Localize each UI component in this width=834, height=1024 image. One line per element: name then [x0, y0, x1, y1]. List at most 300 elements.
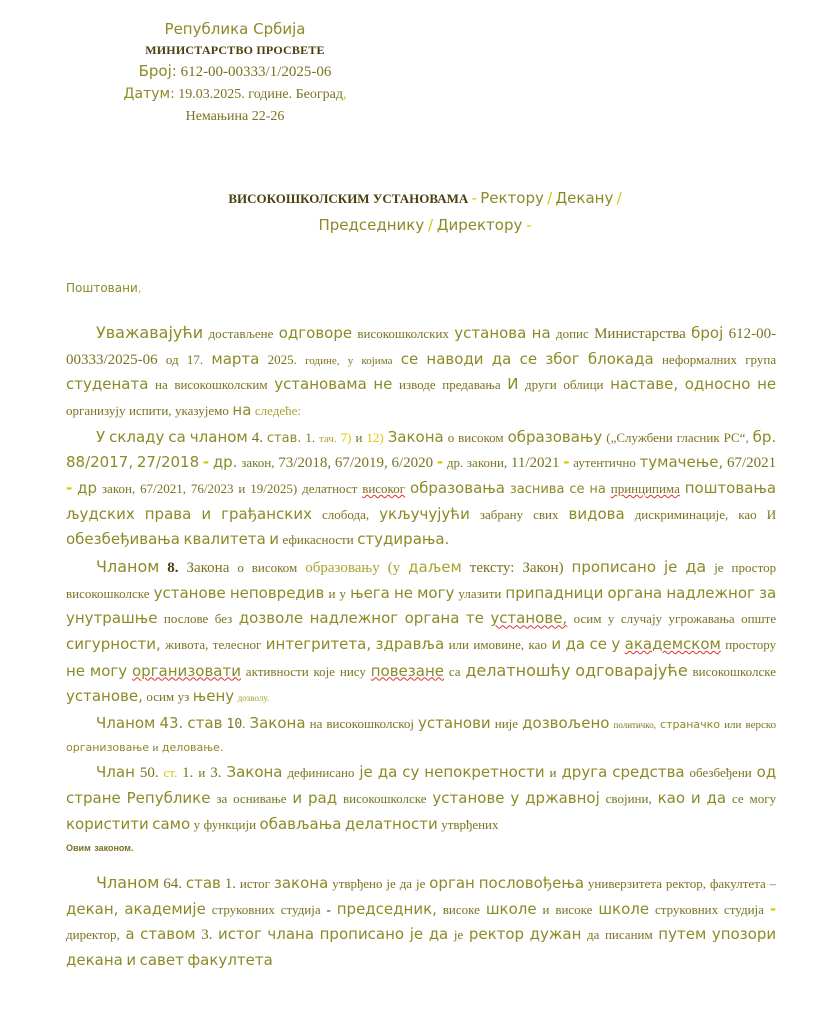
p6-w34: 3.	[201, 927, 213, 944]
p6-w40: је	[453, 927, 464, 943]
letterhead	[20, 0, 450, 127]
salutation	[66, 281, 834, 296]
p2-w10: и	[355, 429, 363, 445]
p6-w29: студија	[724, 901, 764, 917]
p1-w5: установа	[454, 323, 527, 342]
p3-w41: опште	[741, 611, 777, 627]
p3-w28: за	[758, 583, 777, 602]
p5-w17: од	[756, 763, 777, 782]
p1-w43: следеће:	[254, 402, 302, 418]
p1-w15: године,	[305, 354, 340, 367]
p2-w27: 6/2020	[391, 455, 434, 472]
p2-w46: заснива	[509, 482, 565, 497]
p2-w5: 4.	[251, 429, 263, 446]
p4-w3: став	[187, 714, 223, 733]
p5-w13: и	[549, 765, 557, 781]
p3-w48: имовине,	[473, 637, 525, 653]
p6-w4: 1.	[224, 876, 237, 893]
p1-w35: облици	[563, 377, 604, 393]
p2-w22: -	[202, 453, 210, 472]
p6-w7: утврђено	[332, 876, 383, 892]
p6-w36: члана	[267, 925, 315, 944]
p3-w5: високом	[251, 560, 298, 576]
p4-w13: страначко	[660, 718, 721, 732]
p6-w42: дужан	[529, 925, 582, 944]
p1-w8: Министарства	[594, 325, 686, 342]
p2-w11: 12)	[366, 429, 384, 445]
p3-w9: тексту:	[469, 560, 515, 577]
p3-w46: здравља	[375, 635, 445, 654]
p3-w11: прописано	[571, 558, 657, 577]
p1-w23: блокада	[587, 349, 654, 368]
p2-w34: тумачење,	[639, 453, 724, 472]
p3-w52: се	[589, 635, 607, 654]
p3-w19: и	[328, 585, 336, 601]
p3-w10: Закон)	[522, 560, 564, 577]
p6-w43: да	[586, 927, 600, 943]
p2-w28: -	[436, 453, 444, 472]
p2-w51: људских	[66, 504, 135, 523]
p2-w12: Закона	[387, 427, 444, 446]
p2-w53: и	[201, 504, 212, 523]
p3-w36-misspelled: установе,	[490, 609, 568, 628]
p5-w15: средства	[612, 763, 685, 782]
p1-w27: на	[154, 377, 168, 393]
p2-w6: став.	[266, 430, 302, 446]
paragraph-6	[66, 870, 776, 974]
p4-w14: или	[724, 719, 742, 732]
p2-w23: др.	[212, 453, 238, 472]
p3-w62-misspelled: повезане	[370, 661, 444, 680]
p3-w12: је	[664, 558, 678, 577]
p1-w17: којима	[361, 354, 393, 367]
p5-w6: 3.	[210, 765, 222, 782]
p2-w56: укључујући	[379, 504, 470, 523]
p6-w11: орган	[429, 874, 475, 893]
p4-w15: верско	[745, 719, 777, 732]
p3-w59: активности	[245, 663, 309, 679]
p2-w64: квалитета	[183, 530, 266, 549]
p4-w9: установи	[418, 714, 491, 733]
addressee-role-president: Председнику	[318, 215, 425, 234]
p1-w33: И	[507, 375, 519, 394]
p4-w4-paragraph-number: 10	[226, 717, 243, 733]
p2-w36: -	[66, 479, 73, 497]
p3-w1: Чланом	[96, 557, 160, 577]
p2-w26: 67/2019,	[334, 455, 388, 472]
p3-w14: је	[714, 560, 724, 576]
p3-w23: могу	[417, 583, 455, 602]
p1-w40: испити,	[129, 402, 172, 418]
addressee-line-1	[55, 185, 795, 211]
p5-w35: само	[152, 814, 191, 833]
p5-w27: државној	[525, 789, 600, 808]
p5-w4: 1.	[182, 765, 194, 782]
date-comma: ,	[342, 87, 347, 103]
p3-w54-misspelled: академском	[624, 635, 721, 654]
p3-w64: делатношћу	[465, 660, 571, 680]
p3-w43: живота,	[165, 637, 209, 653]
p2-w37: др	[77, 479, 98, 497]
p3-w53: у	[611, 635, 621, 654]
p2-w52: права	[144, 504, 192, 523]
p1-w12: 17.	[186, 351, 204, 367]
p1-w30: не	[373, 375, 393, 394]
p5-w41: Овим	[66, 843, 91, 854]
p5-w12: непокретности	[424, 763, 545, 782]
p6-w6: закона	[273, 874, 329, 893]
p6-w44: писаним	[604, 927, 653, 943]
p6-w14: ректор,	[665, 876, 707, 892]
p1-w16: у	[347, 354, 354, 367]
addressee-dash-1: -	[471, 189, 477, 208]
p5-w30: и	[690, 789, 701, 808]
p3-w24: улазити	[458, 585, 502, 601]
p1-w39: организују	[66, 402, 126, 418]
p3-w56: не	[66, 661, 86, 680]
p3-w20: у	[339, 585, 347, 601]
salutation-comma: ,	[137, 280, 142, 295]
p2-w3: са	[168, 427, 186, 446]
p3-w47: или	[448, 637, 469, 653]
p3-w37: осим	[573, 611, 602, 627]
p2-w49-misspelled: принципима	[610, 481, 680, 496]
p2-w2: складу	[109, 427, 165, 446]
p5-w39: делатности	[344, 814, 438, 833]
p6-w28: струковних	[654, 901, 719, 917]
p5-w20: за	[216, 791, 228, 807]
p2-w40: 76/2023	[190, 481, 234, 496]
p5-w38: обављања	[259, 814, 342, 833]
p4-w8: високошколској	[326, 716, 414, 732]
p3-w8: даљем	[408, 558, 462, 577]
p2-w60: дискриминације,	[634, 506, 729, 522]
p6-w23: високе	[442, 901, 480, 917]
addressee-role-dean: Декану	[555, 189, 614, 208]
p3-w32: дозволе	[238, 609, 304, 628]
p3-w2-article-number: 8.	[167, 560, 179, 577]
p2-w8: тач.	[319, 432, 337, 445]
p3-w60: које	[313, 663, 336, 679]
p2-w50: поштовања	[684, 479, 777, 497]
p2-w42: 19/2025)	[250, 481, 298, 496]
p1-w7: допис	[555, 325, 589, 341]
p6-w3: став	[185, 874, 221, 893]
p5-w5: и	[198, 765, 206, 781]
ministry-name: МИНИСТАРСТВО ПРОСВЕТЕ	[145, 43, 325, 58]
p3-w40: угрожавања	[668, 611, 735, 627]
p1-w29: установама	[274, 375, 367, 394]
p3-w38: у	[607, 611, 615, 627]
p6-w8: је	[386, 876, 396, 892]
p5-w9: је	[359, 763, 373, 782]
p3-w3: Закона	[186, 560, 230, 577]
p2-w14: високом	[458, 429, 504, 445]
document-number-value: 612-00-00333/1/2025-06	[180, 63, 332, 80]
p6-w12: пословођења	[478, 874, 585, 893]
document-date-label: Датум:	[123, 86, 175, 103]
p3-w33: надлежног	[309, 609, 399, 628]
p3-w17: установе	[153, 583, 226, 602]
p3-w29: унутрашње	[66, 609, 158, 628]
p3-w27: надлежног	[666, 583, 755, 602]
p1-w32: предавања	[442, 377, 501, 393]
p2-w24: закон,	[241, 455, 275, 471]
p2-w45: образовања	[409, 479, 505, 497]
p3-w61: нису	[339, 663, 366, 679]
p3-w15: простор	[731, 560, 777, 576]
p1-w25: група	[745, 351, 777, 367]
p2-w17: гласник	[676, 429, 720, 445]
p5-w31: да	[706, 789, 727, 808]
addressee-institution: ВИСОКОШКОЛСКИМ УСТАНОВАМА	[228, 191, 469, 207]
p3-w16: високошколске	[66, 585, 150, 601]
p3-w6: образовању	[305, 560, 380, 577]
p1-w34: други	[525, 377, 557, 393]
p1-w10: 612-00-00333/2025-06	[66, 325, 777, 368]
p3-w31: без	[214, 611, 233, 627]
paragraph-1	[66, 320, 776, 424]
p6-w50: факултета	[187, 951, 273, 970]
p1-w28: високошколским	[174, 377, 268, 393]
p1-w21: се	[519, 349, 538, 368]
p5-w34: користити	[66, 814, 149, 833]
document-number-label: Број:	[138, 61, 177, 80]
p2-w61: као	[738, 506, 757, 522]
p5-w21: оснивање	[233, 791, 287, 807]
p6-w24: школе	[485, 899, 537, 918]
p1-w36: наставе,	[610, 375, 679, 394]
p3-w55: простору	[725, 637, 777, 653]
street-address: Немањина 22-26	[185, 108, 285, 124]
p6-w18: академије	[124, 899, 206, 918]
p5-w23: рад	[308, 789, 338, 808]
p5-w28: својини,	[605, 791, 652, 807]
p5-w25: установе	[432, 789, 505, 808]
p2-w21: 27/2018	[136, 453, 200, 472]
p6-w15: факултета	[709, 876, 766, 892]
p1-w22: због	[545, 349, 580, 368]
p1-w31: изводе	[399, 377, 436, 393]
p4-w7: на	[309, 716, 323, 732]
p6-w22: председник,	[336, 899, 437, 918]
p2-w19: бр.	[752, 427, 777, 446]
p5-w2-article-number: 50.	[139, 765, 159, 782]
p3-w68: осим	[146, 689, 175, 705]
p6-w2-article-number: 64.	[163, 876, 182, 893]
p5-w29: као	[657, 789, 686, 808]
p2-w7: 1.	[305, 429, 316, 445]
addressee-role-rector: Ректору	[480, 189, 544, 208]
p2-w39: 67/2021,	[140, 481, 186, 496]
paragraph-3	[66, 554, 776, 710]
p4-w11: дозвољено	[522, 714, 610, 733]
p3-w30: послове	[163, 611, 209, 627]
p4-w6: Закона	[249, 714, 306, 733]
p5-w3: ст.	[163, 765, 178, 781]
p1-w3: одговоре	[278, 323, 353, 342]
p6-w21-dash: -	[326, 901, 331, 917]
p2-w18: РС“,	[723, 429, 749, 445]
p3-w49: као	[528, 637, 547, 653]
p6-w1: Чланом	[96, 873, 160, 893]
p1-w14: 2025.	[267, 351, 297, 367]
p2-w59: видова	[568, 504, 625, 523]
p1-w26: студената	[66, 375, 149, 394]
p2-w62: И	[766, 506, 777, 522]
p6-w45: путем	[658, 925, 707, 944]
p6-w48: и	[126, 951, 137, 970]
addressee-line-2	[55, 212, 795, 239]
p1-w6: на	[531, 323, 551, 342]
p6-w35: истог	[218, 925, 262, 944]
p4-w2-article-number: 43.	[159, 714, 184, 733]
salutation-text: Поштовани	[66, 280, 138, 295]
document-date-line	[20, 84, 450, 106]
paragraph-4	[66, 711, 776, 759]
p3-w45: интегритета,	[265, 635, 372, 654]
p5-w11: су	[402, 763, 420, 782]
p5-w32: се	[731, 791, 744, 807]
p3-w65: одговарајуће	[575, 660, 688, 680]
p1-w4: високошколских	[357, 325, 449, 341]
p5-w19: Републике	[126, 789, 211, 808]
p4-w12: политичко,	[613, 720, 656, 731]
addressee-slash-1: /	[547, 189, 553, 208]
p2-w43: делатност	[302, 481, 358, 496]
p4-w10: није	[494, 716, 519, 732]
p5-w26: у	[510, 789, 520, 808]
p5-w8: дефинисано	[287, 765, 355, 781]
p2-w31: 11/2021	[510, 455, 560, 472]
letter-body	[66, 320, 776, 974]
p3-w26: органа	[607, 583, 663, 602]
p5-w16: обезбеђени	[689, 765, 752, 781]
p1-w11: од	[165, 351, 179, 367]
p3-w67: установе,	[66, 687, 143, 706]
p2-w9: 7)	[340, 429, 352, 445]
p6-w27: школе	[598, 899, 650, 918]
p2-w47: се	[569, 482, 585, 497]
p2-w32: -	[563, 453, 570, 472]
p2-w20: 88/2017,	[66, 453, 134, 472]
p3-w66: високошколске	[692, 663, 777, 679]
p1-w37: односно	[684, 375, 751, 394]
p3-w70: њену	[192, 687, 235, 706]
p2-w63: обезбеђивања	[66, 530, 180, 549]
p2-w38: закон,	[101, 481, 136, 496]
p2-w30: закони,	[466, 455, 508, 471]
p3-w35: те	[465, 609, 484, 628]
p2-w13: о	[447, 429, 455, 445]
p5-w22: и	[292, 789, 303, 808]
addressee-slash-3: /	[427, 215, 434, 234]
p5-w10: да	[377, 763, 398, 782]
p1-w38: не	[757, 375, 777, 394]
p3-w21: њега	[350, 583, 390, 602]
p1-w18: се	[400, 349, 419, 368]
p2-w54: грађанских	[221, 504, 312, 523]
p2-w29: др.	[446, 455, 464, 471]
p1-w19: наводи	[426, 349, 484, 368]
p6-w39: да	[428, 925, 449, 944]
p6-w33: ставом	[140, 925, 196, 944]
p3-w4: о	[237, 560, 244, 576]
p1-w1: Уважавајући	[96, 322, 204, 342]
addressee-dash-2: -	[526, 215, 532, 234]
p5-w1: Члан	[96, 763, 135, 782]
p5-w24: високошколске	[343, 791, 427, 807]
p2-w65: и	[269, 530, 280, 549]
p6-w49: савет	[139, 951, 184, 970]
p3-w58-misspelled: организовати	[131, 661, 241, 680]
p3-w42: сигурности,	[66, 635, 161, 654]
p5-w14: друга	[561, 763, 608, 782]
p6-w25: и	[542, 901, 550, 917]
p2-w15: образовању	[507, 427, 603, 446]
p6-w17: декан,	[66, 899, 119, 918]
p1-w41: указујемо	[175, 402, 229, 418]
p6-w47: декана	[66, 951, 123, 970]
p5-w18: стране	[66, 789, 121, 808]
p5-w33: могу	[749, 791, 777, 807]
p5-w42: законом.	[94, 843, 134, 854]
p3-w71: дозволу.	[237, 693, 270, 704]
p3-w44: телесног	[212, 637, 262, 653]
document-date-value: 19.03.2025. године. Београд	[178, 87, 343, 103]
p4-w17: и	[152, 741, 159, 754]
p5-w36: у	[193, 816, 201, 832]
p3-w50: и	[551, 635, 562, 654]
p2-w16: („Службени	[606, 429, 673, 445]
p3-w63: са	[448, 663, 461, 679]
p4-w16: организовање	[66, 740, 150, 754]
p3-w34: органа	[404, 609, 460, 628]
p6-w41: ректор	[468, 925, 525, 944]
p4-w1: Чланом	[96, 714, 156, 733]
addressee-slash-2: /	[616, 189, 622, 208]
p5-w40: утврђених	[441, 816, 499, 832]
p1-w9: број	[691, 323, 724, 342]
p4-w18: деловање.	[161, 740, 224, 754]
p6-w37: прописано	[319, 925, 405, 944]
p4-w5-period: .	[242, 716, 246, 732]
p6-w13: универзитета	[587, 876, 662, 892]
p6-w31: директор,	[66, 927, 120, 943]
p2-w41: и	[238, 481, 246, 496]
p1-w13: марта	[211, 349, 260, 368]
p6-w10: је	[415, 876, 426, 892]
p2-w48: на	[589, 482, 606, 497]
p2-w55: слобода,	[322, 506, 370, 522]
p6-w5: истог	[239, 876, 270, 892]
p6-w46: упозори	[711, 925, 777, 944]
p2-w44-misspelled: високог	[362, 481, 406, 496]
p1-w20: да	[491, 349, 512, 368]
p5-w37: функцији	[203, 816, 257, 832]
p3-w25: припадници	[505, 583, 604, 602]
addressee-block	[55, 185, 795, 239]
p6-w19: струковних	[211, 901, 275, 917]
p2-w67: студирања.	[357, 530, 450, 549]
p3-w18: неповредив	[229, 583, 325, 602]
p1-w2: достављене	[208, 325, 274, 341]
p1-w24: неформалних	[661, 351, 737, 367]
p2-w58: свих	[533, 506, 559, 522]
p6-w20: студија	[280, 901, 321, 917]
p5-w7: Закона	[226, 763, 283, 782]
p6-w30-dash: -	[769, 899, 777, 918]
